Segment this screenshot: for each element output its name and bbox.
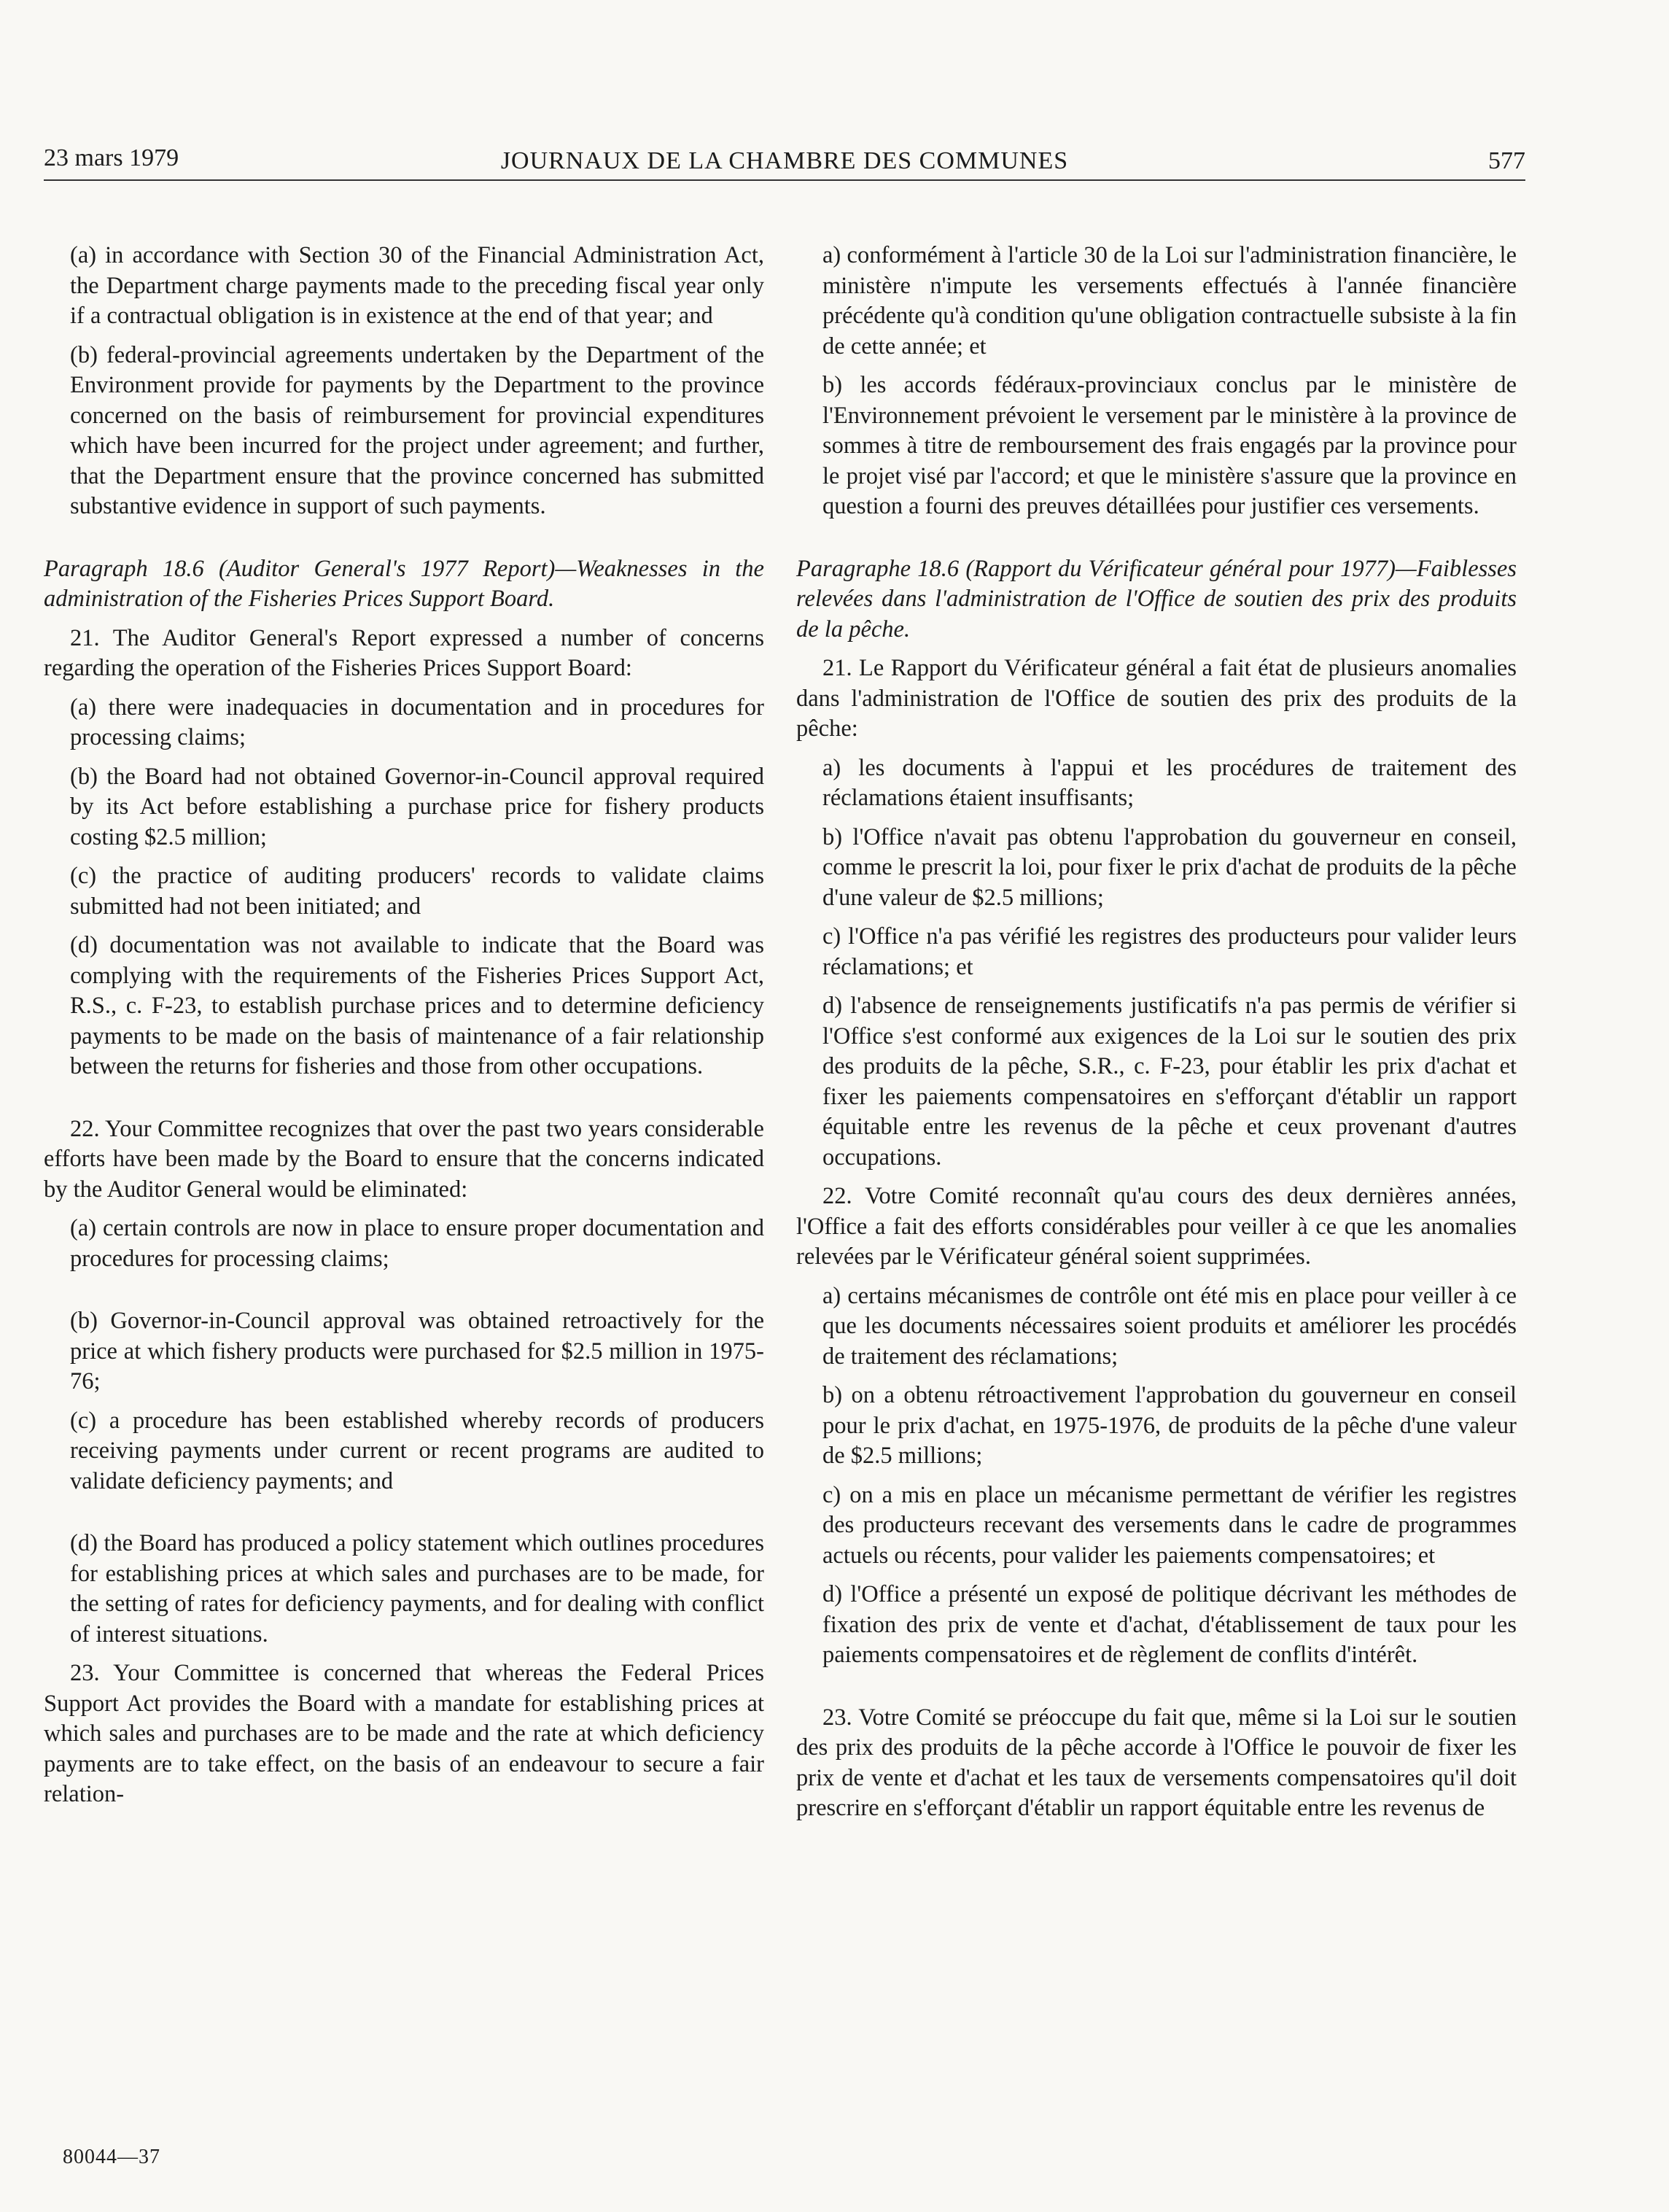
fr-item-b: b) les accords fédéraux-provinciaux conclus par le ministère de l'Environnement prévoient le versement par le ministère à la province de sommes à titre de remboursement des frais engagés par la province pour le projet visé par l'accord; et que le ministère s'assure que la province en question a fourni des preuves détaillées pour justifier ces versements. [822, 372, 1517, 519]
en-21-b: (b) the Board had not obtained Governor-in-Council approval required by its Act before establishing a purchase price for fishery products costing $2.5 million; [70, 763, 764, 850]
header-date: 23 mars 1979 [44, 144, 179, 171]
en-21-c: (c) the practice of auditing producers' records to validate claims submitted had not been initiated; and [70, 863, 764, 920]
en-paragraph-23: 23. Your Committee is concerned that whereas the Federal Prices Support Act provides the Board with a mandate for establishing prices at which sales and purchases are to be made and the rate at which deficiency payments are to take effect, on the basis of an endeavour to secure a fair relation- [44, 1660, 764, 1807]
en-21-d: (d) documentation was not available to indicate that the Board was complying with the requirements of the Fisheries Prices Support Act, R.S., c. F-23, to establish purchase prices and to determine deficiency payments to be made on the basis of maintenance of a fair relationship between the returns for fisheries and those from other occupations. [70, 932, 764, 1079]
page-number: 577 [1488, 147, 1525, 174]
fr-paragraph-22: 22. Votre Comité reconnaît qu'au cours des deux dernières années, l'Office a fait des efforts considérables pour veiller à ce que les anomalies relevées par le Vérificateur général soient supprimées. [796, 1183, 1517, 1270]
en-paragraph-22: 22. Your Committee recognizes that over the past two years considerable efforts have been made by the Board to ensure that the concerns indicated by the Auditor General would be eliminated: [44, 1115, 764, 1203]
fr-21-c: c) l'Office n'a pas vérifié les registres des producteurs pour valider leurs réclamations; et [822, 923, 1517, 980]
fr-21-b: b) l'Office n'avait pas obtenu l'approbation du gouverneur en conseil, comme le prescrit la loi, pour fixer le prix d'achat de produits de la pêche d'une valeur de $2.5 millions; [822, 823, 1517, 911]
english-column [44, 241, 764, 1819]
en-item-a: (a) in accordance with Section 30 of the Financial Administration Act, the Department charge payments made to the preceding fiscal year only if a contractual obligation is in existence at the end of that year; and [70, 242, 764, 329]
en-22-b: (b) Governor-in-Council approval was obtained retroactively for the price at which fishery products were purchased for $2.5 million in 1975-76; [70, 1308, 764, 1394]
page-header [44, 140, 1525, 181]
en-section-heading: Paragraph 18.6 (Auditor General's 1977 Report)—Weaknesses in the administration of the Fisheries Prices Support Board. [44, 555, 764, 612]
fr-22-b: b) on a obtenu rétroactivement l'approbation du gouverneur en conseil pour le prix d'achat, en 1975-1976, de produits de la pêche d'une valeur de $2.5 millions; [822, 1382, 1517, 1469]
en-21-a: (a) there were inadequacies in documentation and in procedures for processing claims; [70, 694, 764, 750]
en-item-b: (b) federal-provincial agreements undertaken by the Department of the Environment provide for payments by the Department to the province concerned on the basis of reimbursement for provincial expenditures which have been incurred for the project under agreement; and further, that the Department ensure that the province concerned has submitted substantive evidence in support of such payments. [70, 341, 764, 519]
fr-22-d: d) l'Office a présenté un exposé de politique décrivant les méthodes de fixation des prix de vente et d'achat, d'établissement de taux pour les paiements compensatoires et de règlement de conflits d'intérêt. [822, 1581, 1517, 1668]
en-22-c: (c) a procedure has been established whereby records of producers receiving payments under current or recent programs are audited to validate deficiency payments; and [70, 1407, 764, 1494]
fr-section-heading: Paragraphe 18.6 (Rapport du Vérificateur général pour 1977)—Faiblesses relevées dans l'administration de l'Office de soutien des prix des produits de la pêche. [796, 555, 1517, 643]
fr-21-d: d) l'absence de renseignements justificatifs n'a pas permis de vérifier si l'Office s'est conformé aux exigences de la Loi sur le soutien des prix des produits de la pêche, S.R., c. F-23, pour établir les prix d'achat et fixer les paiements compensatoires en s'efforçant d'établir un rapport équitable entre les revenus de la pêche et ceux provenant d'autres occupations. [822, 993, 1517, 1171]
fr-22-c: c) on a mis en place un mécanisme permettant de vérifier les registres des producteurs recevant des versements dans le cadre de programmes actuels ou récents, pour valider les paiements compensatoires; et [822, 1481, 1517, 1569]
print-code: 80044—37 [63, 2146, 160, 2168]
en-paragraph-21: 21. The Auditor General's Report expressed a number of concerns regarding the operation of the Fisheries Prices Support Board: [44, 624, 764, 681]
fr-item-a: a) conformément à l'article 30 de la Loi sur l'administration financière, le ministère n'impute les versements effectués à l'année financière précédente qu'à condition qu'une obligation contractuelle subsiste à la fin de cette année; et [822, 242, 1517, 360]
en-22-d: (d) the Board has produced a policy statement which outlines procedures for establishing prices at which sales and purchases are to be made, for the setting of rates for deficiency payments, and for dealing with conflict of interest situations. [70, 1530, 764, 1648]
fr-21-a: a) les documents à l'appui et les procédures de traitement des réclamations étaient insuffisants; [822, 754, 1517, 811]
fr-22-a: a) certains mécanismes de contrôle ont été mis en place pour veiller à ce que les documents nécessaires soient produits et améliorer les procédés de traitement des réclamations; [822, 1282, 1517, 1370]
fr-paragraph-23: 23. Votre Comité se préoccupe du fait que, même si la Loi sur le soutien des prix des produits de la pêche accorde à l'Office le pouvoir de fixer les prix de vente et d'achat et les taux de versements compensatoires qu'il doit prescrire en s'efforçant d'établir un rapport équitable entre les revenus de [796, 1704, 1517, 1821]
en-22-a: (a) certain controls are now in place to ensure proper documentation and procedures for processing claims; [70, 1215, 764, 1272]
journal-title: JOURNAUX DE LA CHAMBRE DES COMMUNES [500, 147, 1069, 174]
french-column [796, 241, 1517, 1833]
fr-paragraph-21: 21. Le Rapport du Vérificateur général a fait état de plusieurs anomalies dans l'administration de l'Office de soutien des prix des produits de la pêche: [796, 655, 1517, 742]
